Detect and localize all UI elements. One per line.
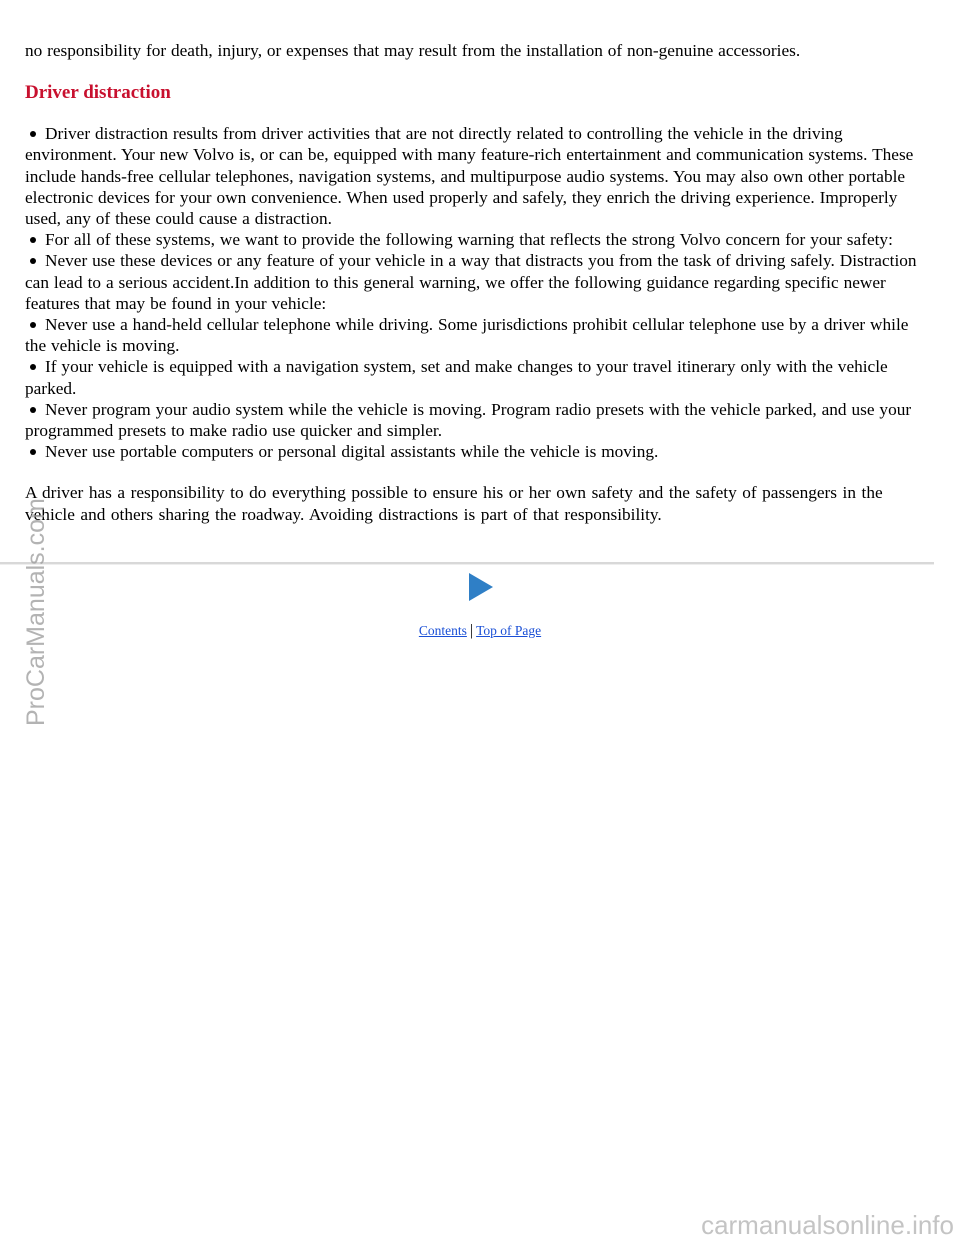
contents-link[interactable]: Contents [418,623,467,638]
footer-navigation [0,622,960,640]
list-item: For all of these systems, we want to provide the following warning that reflects the strong Volvo concern for your safety: [25,229,925,250]
bottom-watermark: carmanualsonline.info [701,1210,954,1240]
bullet-list [25,123,925,462]
horizontal-divider [0,562,934,565]
list-item: Driver distraction results from driver activities that are not directly related to controlling the vehicle in the driving environment. Your new Volvo is, or can be, equipped with many feature-rich entertainment and communication systems. These include hands-free cellular telephones, navigation systems, and multipurpose audio systems. You may also own other portable electronic devices for your own convenience. When used properly and safely, they enrich the driving experience. Improperly used, any of these could cause a distraction. [25,123,925,229]
nav-separator: | [469,622,474,639]
manual-page [25,40,925,525]
next-arrow-icon[interactable] [469,573,493,601]
list-item: Never use a hand-held cellular telephone while driving. Some jurisdictions prohibit cellular telephone use by a driver while the vehicle is moving. [25,314,925,356]
list-item: Never program your audio system while the vehicle is moving. Program radio presets with the vehicle parked, and use your programmed presets to make radio use quicker and simpler. [25,399,925,441]
top-of-page-link[interactable]: Top of Page [476,623,542,638]
intro-paragraph: no responsibility for death, injury, or expenses that may result from the installation of non-genuine accessories. [25,41,801,60]
section-heading: Driver distraction [25,82,171,104]
list-item: If your vehicle is equipped with a navigation system, set and make changes to your travel itinerary only with the vehicle parked. [25,356,925,398]
list-item: Never use portable computers or personal digital assistants while the vehicle is moving. [25,441,925,462]
closing-paragraph: A driver has a responsibility to do everything possible to ensure his or her own safety and the safety of passengers in the vehicle and others sharing the roadway. Avoiding distractions is part of that responsibility. [25,483,883,524]
list-item: Never use these devices or any feature of your vehicle in a way that distracts you from the task of driving safely. Distraction can lead to a serious accident.In addition to this general warning, we offer the following guidance regarding specific newer features that may be found in your vehicle: [25,250,925,314]
side-watermark: ProCarManuals.com [22,498,50,726]
